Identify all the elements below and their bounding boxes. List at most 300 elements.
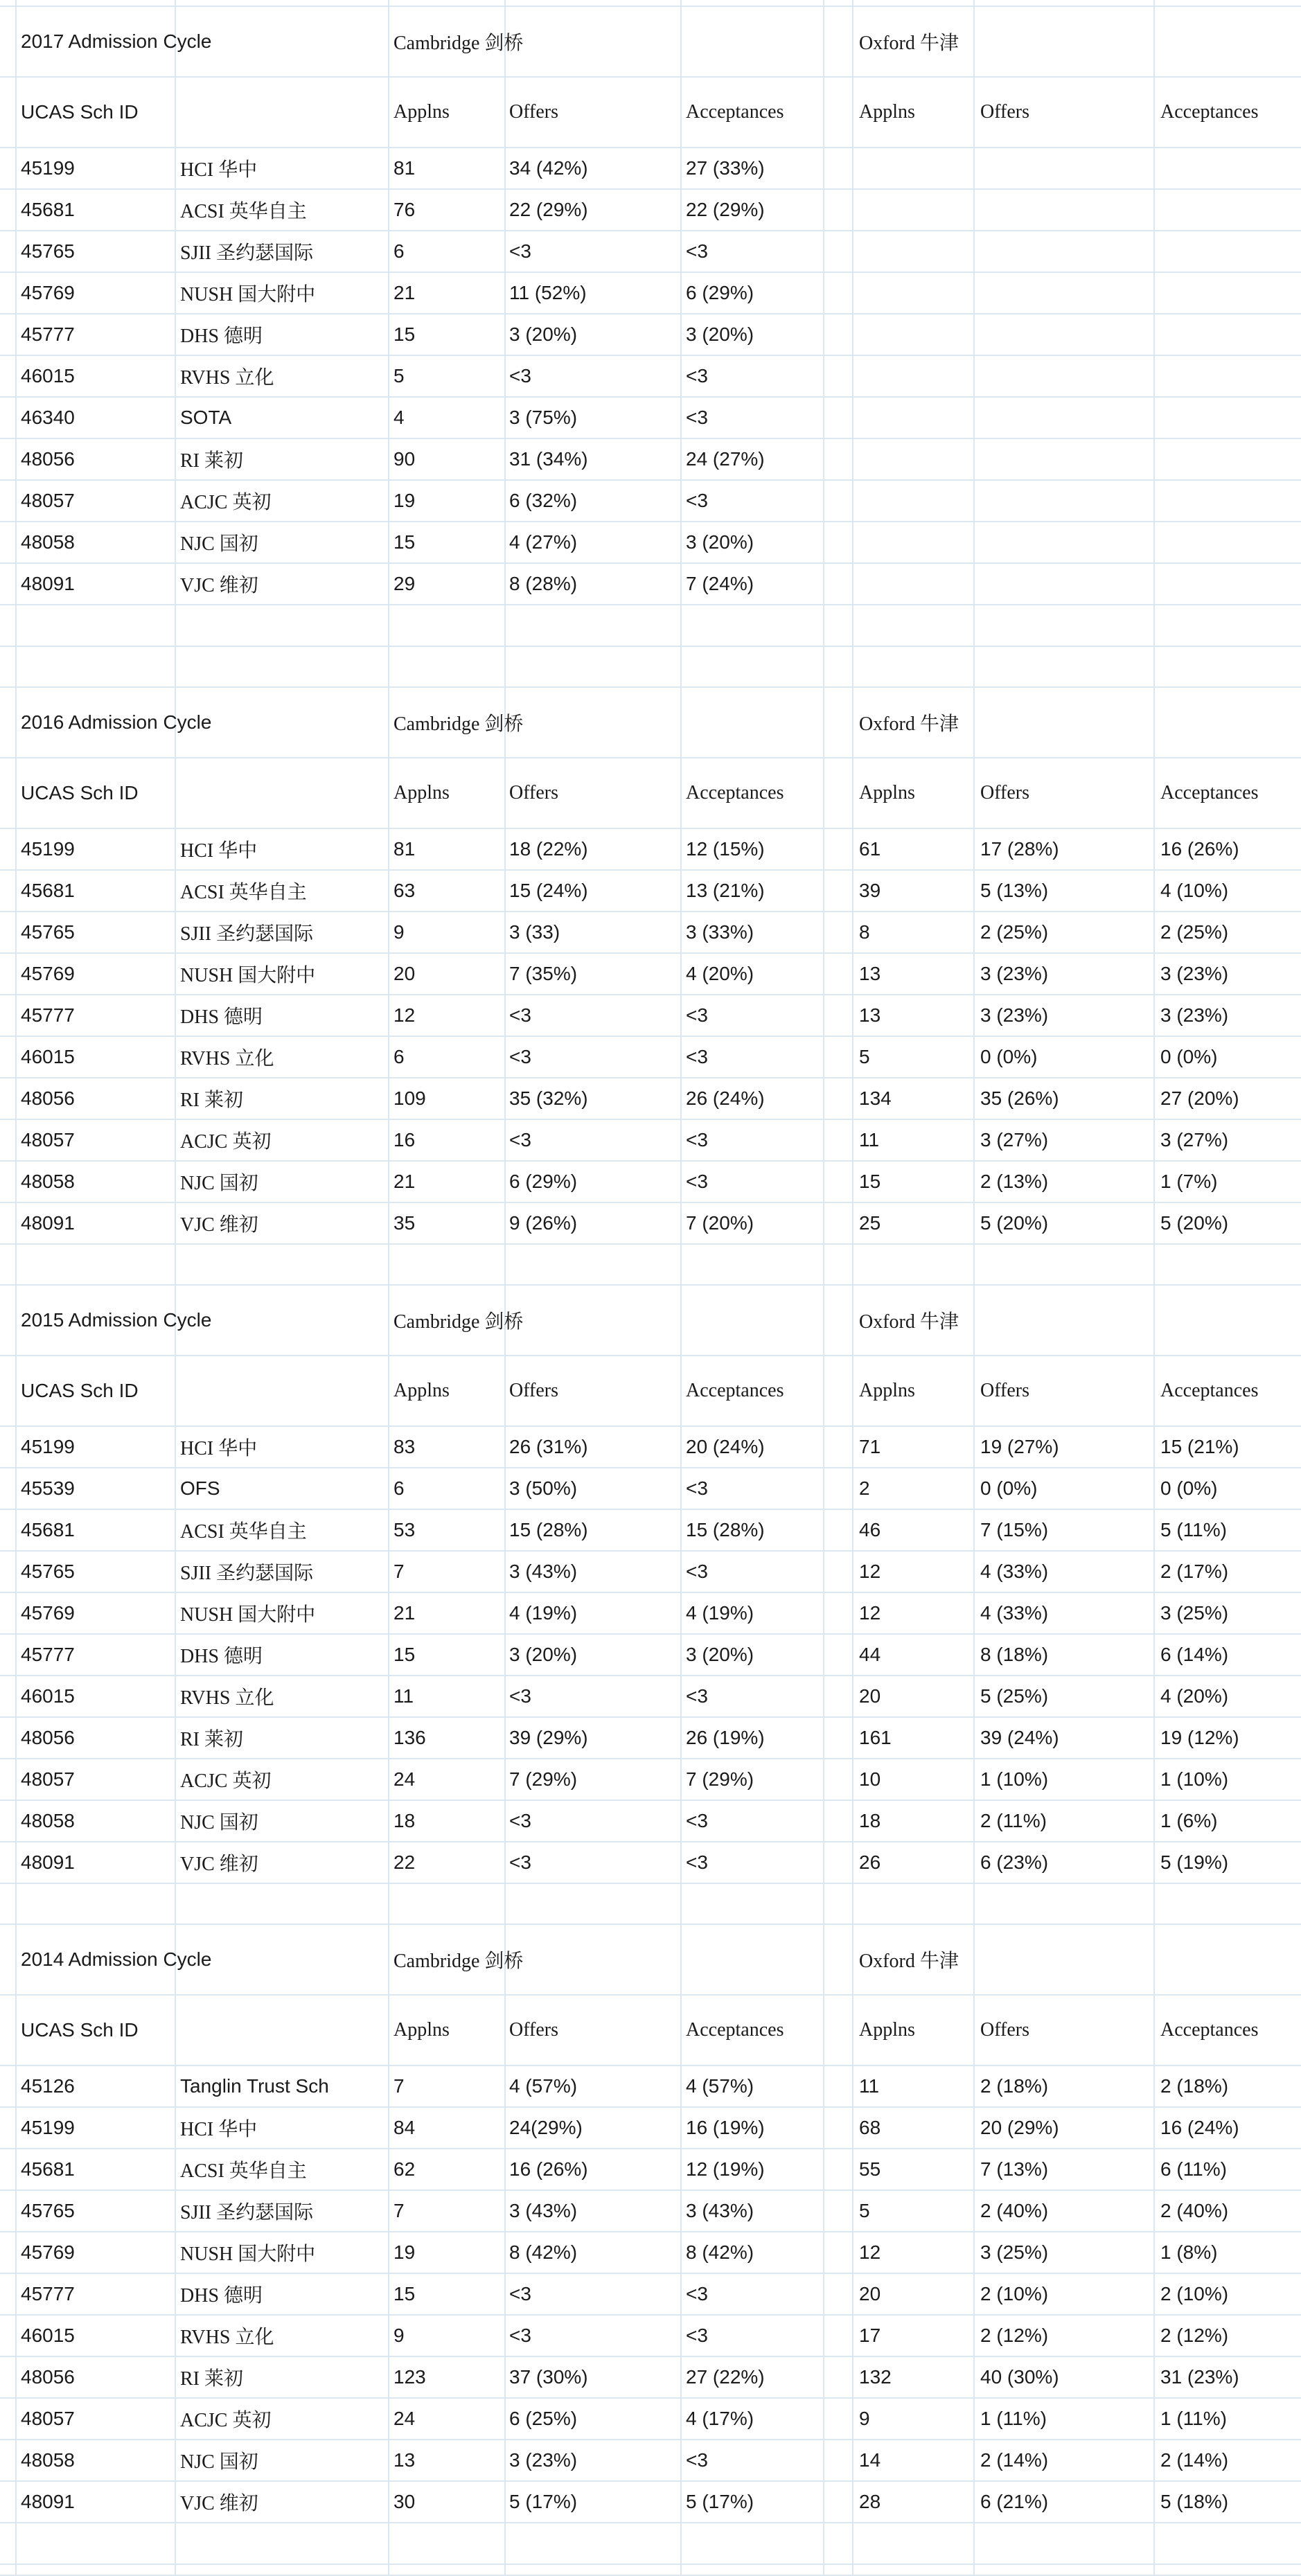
cambridge-applns-cell[interactable]: 62	[393, 2158, 416, 2180]
cambridge-applns-cell[interactable]: 81	[393, 157, 416, 179]
cambridge-acceptances-cell[interactable]: 12 (19%)	[686, 2158, 765, 2180]
cambridge-acceptances-cell[interactable]: 27 (33%)	[686, 157, 765, 179]
cycle-title[interactable]: 2015 Admission Cycle	[21, 1309, 212, 1331]
oxford-offers-cell[interactable]: 3 (25%)	[980, 2241, 1049, 2263]
cambridge-applns-cell[interactable]: 53	[393, 1519, 416, 1540]
school-id-cell[interactable]: 45769	[21, 2241, 75, 2263]
cambridge-acceptances-header[interactable]: Acceptances	[686, 1380, 784, 1401]
school-id-cell[interactable]: 45681	[21, 880, 75, 901]
oxford-offers-cell[interactable]: 2 (10%)	[980, 2283, 1049, 2304]
oxford-acceptances-cell[interactable]: 3 (23%)	[1160, 1004, 1229, 1026]
ucas-id-header[interactable]: UCAS Sch ID	[21, 2019, 139, 2041]
oxford-offers-cell[interactable]	[980, 148, 1150, 188]
cambridge-acceptances-cell[interactable]: 24 (27%)	[686, 448, 765, 470]
oxford-acceptances-cell[interactable]: 16 (24%)	[1160, 2117, 1239, 2138]
cambridge-offers-cell[interactable]: 24(29%)	[509, 2117, 583, 2138]
cambridge-offers-cell[interactable]: 18 (22%)	[509, 838, 588, 860]
cambridge-acceptances-cell[interactable]: <3	[686, 1685, 708, 1707]
cambridge-applns-cell[interactable]: 90	[393, 448, 416, 470]
oxford-offers-cell[interactable]: 19 (27%)	[980, 1436, 1059, 1457]
school-id-cell[interactable]: 45681	[21, 199, 75, 220]
cambridge-acceptances-header[interactable]: Acceptances	[686, 101, 784, 123]
oxford-applns-cell[interactable]	[859, 314, 970, 355]
cambridge-offers-cell[interactable]: <3	[509, 1851, 531, 1873]
oxford-acceptances-cell[interactable]	[1160, 481, 1299, 521]
oxford-offers-header[interactable]: Offers	[980, 101, 1030, 123]
oxford-applns-cell[interactable]: 68	[859, 2117, 881, 2138]
oxford-offers-cell[interactable]	[980, 356, 1150, 396]
oxford-acceptances-cell[interactable]: 2 (25%)	[1160, 921, 1229, 943]
oxford-applns-header[interactable]: Applns	[859, 2019, 915, 2041]
school-id-cell[interactable]: 48091	[21, 1851, 75, 1873]
school-name-cell[interactable]: RVHS 立化	[180, 367, 274, 389]
oxford-offers-cell[interactable]: 1 (10%)	[980, 1768, 1049, 1790]
oxford-offers-cell[interactable]	[980, 314, 1150, 355]
school-id-cell[interactable]: 48091	[21, 573, 75, 594]
oxford-applns-header[interactable]: Applns	[859, 1380, 915, 1401]
cambridge-applns-cell[interactable]: 20	[393, 963, 416, 984]
cambridge-acceptances-cell[interactable]: <3	[686, 1004, 708, 1026]
oxford-offers-cell[interactable]: 1 (11%)	[980, 2408, 1047, 2429]
cambridge-acceptances-cell[interactable]: 22 (29%)	[686, 199, 765, 220]
oxford-acceptances-cell[interactable]	[1160, 148, 1299, 188]
oxford-applns-cell[interactable]: 12	[859, 1561, 881, 1582]
cambridge-acceptances-cell[interactable]: <3	[686, 2325, 708, 2346]
cambridge-applns-cell[interactable]: 24	[393, 2408, 416, 2429]
cambridge-offers-cell[interactable]: 22 (29%)	[509, 199, 588, 220]
oxford-acceptances-cell[interactable]: 16 (26%)	[1160, 838, 1239, 860]
oxford-applns-cell[interactable]: 5	[859, 2200, 870, 2221]
oxford-applns-cell[interactable]	[859, 481, 970, 521]
oxford-acceptances-cell[interactable]	[1160, 522, 1299, 562]
oxford-offers-cell[interactable]: 2 (14%)	[980, 2449, 1049, 2471]
school-name-cell[interactable]: VJC 维初	[180, 575, 258, 596]
school-id-cell[interactable]: 48057	[21, 2408, 75, 2429]
school-name-cell[interactable]: NUSH 国大附中	[180, 284, 316, 305]
cambridge-applns-cell[interactable]: 24	[393, 1768, 416, 1790]
oxford-header[interactable]: Oxford 牛津	[859, 33, 959, 54]
cycle-title[interactable]: 2014 Admission Cycle	[21, 1948, 212, 1970]
oxford-applns-cell[interactable]: 44	[859, 1644, 881, 1665]
cambridge-acceptances-cell[interactable]: 7 (24%)	[686, 573, 754, 594]
cambridge-applns-cell[interactable]: 4	[393, 407, 405, 428]
cambridge-acceptances-cell[interactable]: 16 (19%)	[686, 2117, 765, 2138]
school-name-cell[interactable]: DHS 德明	[180, 2285, 263, 2307]
oxford-acceptances-cell[interactable]: 1 (8%)	[1160, 2241, 1218, 2263]
school-name-cell[interactable]: ACSI 英华自主	[180, 882, 307, 903]
oxford-applns-cell[interactable]	[859, 190, 970, 230]
school-id-cell[interactable]: 45199	[21, 157, 75, 179]
cambridge-offers-cell[interactable]: 7 (35%)	[509, 963, 578, 984]
oxford-acceptances-cell[interactable]	[1160, 564, 1299, 604]
school-id-cell[interactable]: 48057	[21, 1768, 75, 1790]
school-name-cell[interactable]: VJC 维初	[180, 2493, 258, 2514]
cambridge-offers-cell[interactable]: <3	[509, 365, 531, 387]
oxford-applns-cell[interactable]: 13	[859, 1004, 881, 1026]
cambridge-applns-cell[interactable]: 7	[393, 1561, 405, 1582]
oxford-acceptances-cell[interactable]: 5 (18%)	[1160, 2491, 1229, 2512]
oxford-offers-cell[interactable]	[980, 231, 1150, 272]
oxford-applns-cell[interactable]	[859, 398, 970, 438]
cambridge-offers-cell[interactable]: 8 (28%)	[509, 573, 578, 594]
cambridge-offers-cell[interactable]: 3 (75%)	[509, 407, 578, 428]
cambridge-applns-cell[interactable]: 123	[393, 2366, 426, 2388]
school-name-cell[interactable]: VJC 维初	[180, 1854, 258, 1875]
school-name-cell[interactable]: ACJC 英初	[180, 1131, 272, 1153]
oxford-offers-cell[interactable]: 3 (23%)	[980, 963, 1049, 984]
oxford-acceptances-cell[interactable]: 2 (40%)	[1160, 2200, 1229, 2221]
oxford-offers-cell[interactable]: 5 (20%)	[980, 1212, 1049, 1234]
oxford-applns-cell[interactable]: 71	[859, 1436, 881, 1457]
cambridge-applns-cell[interactable]: 21	[393, 1602, 416, 1624]
oxford-acceptances-cell[interactable]	[1160, 190, 1299, 230]
oxford-applns-cell[interactable]: 20	[859, 1685, 881, 1707]
oxford-acceptances-cell[interactable]: 3 (23%)	[1160, 963, 1229, 984]
school-name-cell[interactable]: RVHS 立化	[180, 2327, 274, 2348]
ucas-id-header[interactable]: UCAS Sch ID	[21, 1380, 139, 1401]
cambridge-applns-cell[interactable]: 76	[393, 199, 416, 220]
oxford-applns-cell[interactable]	[859, 356, 970, 396]
oxford-applns-cell[interactable]	[859, 273, 970, 313]
school-name-cell[interactable]: SJII 圣约瑟国际	[180, 2202, 314, 2223]
oxford-acceptances-cell[interactable]: 1 (7%)	[1160, 1171, 1218, 1192]
school-name-cell[interactable]: RI 莱初	[180, 1090, 244, 1111]
oxford-acceptances-cell[interactable]: 5 (11%)	[1160, 1519, 1227, 1540]
oxford-acceptances-cell[interactable]: 5 (19%)	[1160, 1851, 1229, 1873]
cambridge-applns-cell[interactable]: 15	[393, 531, 416, 553]
ucas-id-header[interactable]: UCAS Sch ID	[21, 101, 139, 123]
cambridge-acceptances-cell[interactable]: 27 (22%)	[686, 2366, 765, 2388]
oxford-applns-cell[interactable]: 55	[859, 2158, 881, 2180]
cambridge-acceptances-cell[interactable]: 3 (20%)	[686, 531, 754, 553]
cambridge-acceptances-cell[interactable]: 4 (17%)	[686, 2408, 754, 2429]
oxford-offers-cell[interactable]: 8 (18%)	[980, 1644, 1049, 1665]
school-id-cell[interactable]: 48056	[21, 1727, 75, 1748]
school-id-cell[interactable]: 48058	[21, 1171, 75, 1192]
oxford-offers-cell[interactable]	[980, 398, 1150, 438]
cambridge-offers-cell[interactable]: 15 (28%)	[509, 1519, 588, 1540]
cambridge-header[interactable]: Cambridge 剑桥	[393, 33, 524, 54]
school-name-cell[interactable]: ACJC 英初	[180, 1770, 272, 1792]
cambridge-applns-cell[interactable]: 5	[393, 365, 405, 387]
oxford-header[interactable]: Oxford 牛津	[859, 1311, 959, 1333]
school-id-cell[interactable]: 48056	[21, 2366, 75, 2388]
cambridge-acceptances-cell[interactable]: 3 (20%)	[686, 1644, 754, 1665]
oxford-offers-cell[interactable]	[980, 481, 1150, 521]
school-id-cell[interactable]: 45199	[21, 838, 75, 860]
cambridge-acceptances-cell[interactable]: 3 (43%)	[686, 2200, 754, 2221]
cambridge-offers-cell[interactable]: 4 (27%)	[509, 531, 578, 553]
school-id-cell[interactable]: 45765	[21, 2200, 75, 2221]
school-id-cell[interactable]: 46015	[21, 2325, 75, 2346]
school-id-cell[interactable]: 45777	[21, 1644, 75, 1665]
cambridge-applns-cell[interactable]: 19	[393, 490, 416, 511]
oxford-acceptances-cell[interactable]: 2 (17%)	[1160, 1561, 1229, 1582]
school-name-cell[interactable]: NUSH 国大附中	[180, 1604, 316, 1626]
oxford-acceptances-cell[interactable]: 1 (10%)	[1160, 1768, 1229, 1790]
cambridge-applns-cell[interactable]: 6	[393, 1046, 405, 1067]
school-name-cell[interactable]: RI 莱初	[180, 2368, 244, 2390]
oxford-applns-header[interactable]: Applns	[859, 101, 915, 123]
oxford-offers-cell[interactable]: 4 (33%)	[980, 1602, 1049, 1624]
cambridge-offers-cell[interactable]: <3	[509, 2325, 531, 2346]
school-id-cell[interactable]: 45126	[21, 2075, 75, 2097]
cambridge-applns-cell[interactable]: 83	[393, 1436, 416, 1457]
cambridge-offers-cell[interactable]: <3	[509, 1685, 531, 1707]
cambridge-offers-cell[interactable]: 3 (43%)	[509, 2200, 578, 2221]
cambridge-applns-cell[interactable]: 30	[393, 2491, 416, 2512]
cambridge-applns-cell[interactable]: 12	[393, 1004, 416, 1026]
school-name-cell[interactable]: SJII 圣约瑟国际	[180, 1563, 314, 1584]
school-name-cell[interactable]: ACJC 英初	[180, 492, 272, 513]
oxford-acceptances-header[interactable]: Acceptances	[1160, 101, 1259, 123]
school-id-cell[interactable]: 45765	[21, 1561, 75, 1582]
oxford-applns-cell[interactable]: 25	[859, 1212, 881, 1234]
school-id-cell[interactable]: 46015	[21, 1685, 75, 1707]
cambridge-applns-cell[interactable]: 19	[393, 2241, 416, 2263]
cambridge-applns-cell[interactable]: 13	[393, 2449, 416, 2471]
oxford-applns-cell[interactable]	[859, 522, 970, 562]
school-name-cell[interactable]: VJC 维初	[180, 1214, 258, 1236]
cambridge-applns-cell[interactable]: 21	[393, 1171, 416, 1192]
school-id-cell[interactable]: 48058	[21, 1810, 75, 1831]
cambridge-offers-cell[interactable]: 6 (29%)	[509, 1171, 578, 1192]
oxford-offers-cell[interactable]: 0 (0%)	[980, 1046, 1038, 1067]
cambridge-offers-cell[interactable]: 39 (29%)	[509, 1727, 588, 1748]
oxford-offers-header[interactable]: Offers	[980, 782, 1030, 803]
oxford-offers-cell[interactable]	[980, 439, 1150, 479]
cambridge-applns-header[interactable]: Applns	[393, 101, 450, 123]
cambridge-acceptances-cell[interactable]: <3	[686, 1810, 708, 1831]
oxford-offers-cell[interactable]	[980, 190, 1150, 230]
cambridge-acceptances-cell[interactable]: 6 (29%)	[686, 282, 754, 303]
cambridge-acceptances-cell[interactable]: 5 (17%)	[686, 2491, 754, 2512]
cambridge-acceptances-cell[interactable]: <3	[686, 240, 708, 262]
school-name-cell[interactable]: HCI 华中	[180, 840, 258, 862]
oxford-acceptances-cell[interactable]: 2 (18%)	[1160, 2075, 1229, 2097]
oxford-applns-header[interactable]: Applns	[859, 782, 915, 803]
cambridge-acceptances-cell[interactable]: 4 (20%)	[686, 963, 754, 984]
cambridge-offers-cell[interactable]: 15 (24%)	[509, 880, 588, 901]
cambridge-offers-cell[interactable]: <3	[509, 2283, 531, 2304]
school-name-cell[interactable]: DHS 德明	[180, 1646, 263, 1667]
oxford-applns-cell[interactable]: 26	[859, 1851, 881, 1873]
cambridge-applns-cell[interactable]: 15	[393, 2283, 416, 2304]
school-name-cell[interactable]: HCI 华中	[180, 2119, 258, 2140]
oxford-offers-cell[interactable]: 20 (29%)	[980, 2117, 1059, 2138]
school-id-cell[interactable]: 45769	[21, 1602, 75, 1624]
oxford-offers-cell[interactable]: 39 (24%)	[980, 1727, 1059, 1748]
oxford-applns-cell[interactable]: 8	[859, 921, 870, 943]
oxford-offers-cell[interactable]: 2 (13%)	[980, 1171, 1049, 1192]
school-name-cell[interactable]: RVHS 立化	[180, 1687, 274, 1709]
cambridge-offers-cell[interactable]: 37 (30%)	[509, 2366, 588, 2388]
cambridge-acceptances-cell[interactable]: <3	[686, 1561, 708, 1582]
school-name-cell[interactable]: NUSH 国大附中	[180, 2244, 316, 2265]
cambridge-offers-cell[interactable]: <3	[509, 1046, 531, 1067]
school-id-cell[interactable]: 48056	[21, 1087, 75, 1109]
oxford-acceptances-cell[interactable]	[1160, 231, 1299, 272]
cambridge-offers-cell[interactable]: 3 (50%)	[509, 1477, 578, 1499]
school-id-cell[interactable]: 48056	[21, 448, 75, 470]
cambridge-applns-cell[interactable]: 9	[393, 2325, 405, 2346]
oxford-applns-cell[interactable]	[859, 231, 970, 272]
cambridge-applns-cell[interactable]: 63	[393, 880, 416, 901]
cambridge-applns-cell[interactable]: 6	[393, 240, 405, 262]
oxford-applns-cell[interactable]: 5	[859, 1046, 870, 1067]
cambridge-applns-cell[interactable]: 84	[393, 2117, 416, 2138]
oxford-applns-cell[interactable]: 2	[859, 1477, 870, 1499]
oxford-acceptances-cell[interactable]	[1160, 273, 1299, 313]
school-name-cell[interactable]: NJC 国初	[180, 533, 258, 555]
cambridge-applns-cell[interactable]: 21	[393, 282, 416, 303]
oxford-acceptances-header[interactable]: Acceptances	[1160, 1380, 1259, 1401]
school-id-cell[interactable]: 45777	[21, 2283, 75, 2304]
cambridge-acceptances-cell[interactable]: <3	[686, 2283, 708, 2304]
oxford-offers-cell[interactable]: 2 (12%)	[980, 2325, 1049, 2346]
oxford-applns-cell[interactable]: 12	[859, 2241, 881, 2263]
oxford-offers-cell[interactable]	[980, 564, 1150, 604]
cambridge-offers-header[interactable]: Offers	[509, 1380, 559, 1401]
school-id-cell[interactable]: 45681	[21, 2158, 75, 2180]
oxford-acceptances-cell[interactable]	[1160, 398, 1299, 438]
cambridge-offers-cell[interactable]: 8 (42%)	[509, 2241, 578, 2263]
cambridge-acceptances-cell[interactable]: 3 (20%)	[686, 323, 754, 345]
school-name-cell[interactable]: DHS 德明	[180, 326, 263, 347]
oxford-offers-cell[interactable]: 6 (23%)	[980, 1851, 1049, 1873]
oxford-acceptances-cell[interactable]: 1 (6%)	[1160, 1810, 1218, 1831]
school-name-cell[interactable]: RVHS 立化	[180, 1048, 274, 1069]
cambridge-offers-cell[interactable]: <3	[509, 240, 531, 262]
cambridge-acceptances-cell[interactable]: <3	[686, 1046, 708, 1067]
school-id-cell[interactable]: 45777	[21, 323, 75, 345]
school-id-cell[interactable]: 45765	[21, 240, 75, 262]
oxford-acceptances-cell[interactable]: 4 (10%)	[1160, 880, 1229, 901]
oxford-offers-cell[interactable]: 0 (0%)	[980, 1477, 1038, 1499]
school-id-cell[interactable]: 45539	[21, 1477, 75, 1499]
oxford-acceptances-cell[interactable]: 2 (10%)	[1160, 2283, 1229, 2304]
school-name-cell[interactable]: SOTA	[180, 407, 232, 428]
school-id-cell[interactable]: 45681	[21, 1519, 75, 1540]
school-name-cell[interactable]: HCI 华中	[180, 1438, 258, 1459]
school-id-cell[interactable]: 45199	[21, 1436, 75, 1457]
cambridge-header[interactable]: Cambridge 剑桥	[393, 1311, 524, 1333]
oxford-acceptances-cell[interactable]: 31 (23%)	[1160, 2366, 1239, 2388]
cambridge-acceptances-header[interactable]: Acceptances	[686, 782, 784, 803]
cambridge-offers-cell[interactable]: 11 (52%)	[509, 282, 587, 303]
oxford-offers-cell[interactable]: 3 (27%)	[980, 1129, 1049, 1151]
cambridge-offers-cell[interactable]: 6 (25%)	[509, 2408, 578, 2429]
school-name-cell[interactable]: SJII 圣约瑟国际	[180, 923, 314, 945]
school-id-cell[interactable]: 45765	[21, 921, 75, 943]
cambridge-offers-cell[interactable]: 4 (19%)	[509, 1602, 578, 1624]
cambridge-offers-cell[interactable]: 7 (29%)	[509, 1768, 578, 1790]
oxford-applns-cell[interactable]: 15	[859, 1171, 881, 1192]
cambridge-applns-cell[interactable]: 9	[393, 921, 405, 943]
school-name-cell[interactable]: DHS 德明	[180, 1006, 263, 1028]
cambridge-offers-cell[interactable]: 4 (57%)	[509, 2075, 578, 2097]
cambridge-offers-cell[interactable]: 3 (20%)	[509, 1644, 578, 1665]
oxford-header[interactable]: Oxford 牛津	[859, 713, 959, 735]
cambridge-offers-header[interactable]: Offers	[509, 782, 559, 803]
oxford-offers-cell[interactable]: 5 (25%)	[980, 1685, 1049, 1707]
cambridge-acceptances-cell[interactable]: 4 (19%)	[686, 1602, 754, 1624]
cambridge-offers-cell[interactable]: 3 (33)	[509, 921, 560, 943]
cambridge-acceptances-cell[interactable]: <3	[686, 365, 708, 387]
oxford-offers-cell[interactable]: 4 (33%)	[980, 1561, 1049, 1582]
oxford-applns-cell[interactable]: 14	[859, 2449, 881, 2471]
cambridge-acceptances-cell[interactable]: <3	[686, 1477, 708, 1499]
oxford-offers-cell[interactable]: 2 (11%)	[980, 1810, 1047, 1831]
cambridge-acceptances-cell[interactable]: <3	[686, 490, 708, 511]
school-name-cell[interactable]: Tanglin Trust Sch	[180, 2075, 329, 2097]
cambridge-offers-cell[interactable]: 3 (23%)	[509, 2449, 578, 2471]
cambridge-applns-header[interactable]: Applns	[393, 782, 450, 803]
school-id-cell[interactable]: 46015	[21, 365, 75, 387]
cambridge-acceptances-cell[interactable]: 7 (29%)	[686, 1768, 754, 1790]
cambridge-offers-cell[interactable]: 9 (26%)	[509, 1212, 578, 1234]
cambridge-applns-cell[interactable]: 7	[393, 2200, 405, 2221]
cambridge-applns-cell[interactable]: 35	[393, 1212, 416, 1234]
school-id-cell[interactable]: 48091	[21, 1212, 75, 1234]
oxford-applns-cell[interactable]: 161	[859, 1727, 892, 1748]
cambridge-acceptances-cell[interactable]: 7 (20%)	[686, 1212, 754, 1234]
cambridge-acceptances-cell[interactable]: 12 (15%)	[686, 838, 765, 860]
school-name-cell[interactable]: ACSI 英华自主	[180, 2160, 307, 2182]
oxford-header[interactable]: Oxford 牛津	[859, 1951, 959, 1972]
cambridge-acceptances-cell[interactable]: 15 (28%)	[686, 1519, 765, 1540]
oxford-offers-cell[interactable]	[980, 522, 1150, 562]
cambridge-header[interactable]: Cambridge 剑桥	[393, 713, 524, 735]
cambridge-applns-cell[interactable]: 15	[393, 1644, 416, 1665]
oxford-applns-cell[interactable]: 9	[859, 2408, 870, 2429]
cambridge-applns-cell[interactable]: 15	[393, 323, 416, 345]
cambridge-offers-cell[interactable]: 6 (32%)	[509, 490, 578, 511]
cambridge-acceptances-cell[interactable]: 20 (24%)	[686, 1436, 765, 1457]
cambridge-offers-cell[interactable]: 3 (43%)	[509, 1561, 578, 1582]
cambridge-offers-cell[interactable]: 3 (20%)	[509, 323, 578, 345]
cambridge-acceptances-cell[interactable]: <3	[686, 2449, 708, 2471]
oxford-acceptances-cell[interactable]: 0 (0%)	[1160, 1477, 1218, 1499]
cambridge-applns-cell[interactable]: 109	[393, 1087, 426, 1109]
cycle-title[interactable]: 2016 Admission Cycle	[21, 711, 212, 733]
school-name-cell[interactable]: RI 莱初	[180, 1729, 244, 1750]
school-id-cell[interactable]: 48057	[21, 490, 75, 511]
cambridge-acceptances-cell[interactable]: 13 (21%)	[686, 880, 765, 901]
oxford-applns-cell[interactable]: 39	[859, 880, 881, 901]
cambridge-acceptances-cell[interactable]: <3	[686, 407, 708, 428]
cambridge-acceptances-cell[interactable]: 8 (42%)	[686, 2241, 754, 2263]
school-id-cell[interactable]: 46015	[21, 1046, 75, 1067]
cambridge-acceptances-cell[interactable]: <3	[686, 1129, 708, 1151]
cambridge-offers-header[interactable]: Offers	[509, 2019, 559, 2041]
cambridge-offers-cell[interactable]: 34 (42%)	[509, 157, 588, 179]
oxford-applns-cell[interactable]: 11	[859, 2075, 880, 2097]
school-name-cell[interactable]: RI 莱初	[180, 450, 244, 472]
cambridge-offers-cell[interactable]: 26 (31%)	[509, 1436, 588, 1457]
cambridge-offers-cell[interactable]: 5 (17%)	[509, 2491, 578, 2512]
cambridge-offers-cell[interactable]: <3	[509, 1810, 531, 1831]
oxford-offers-header[interactable]: Offers	[980, 2019, 1030, 2041]
cambridge-offers-cell[interactable]: 31 (34%)	[509, 448, 588, 470]
cambridge-applns-cell[interactable]: 16	[393, 1129, 416, 1151]
cambridge-offers-cell[interactable]: 35 (32%)	[509, 1087, 588, 1109]
oxford-applns-cell[interactable]	[859, 148, 970, 188]
oxford-offers-cell[interactable]: 7 (13%)	[980, 2158, 1049, 2180]
cambridge-acceptances-cell[interactable]: 3 (33%)	[686, 921, 754, 943]
school-id-cell[interactable]: 45777	[21, 1004, 75, 1026]
cambridge-header[interactable]: Cambridge 剑桥	[393, 1951, 524, 1972]
